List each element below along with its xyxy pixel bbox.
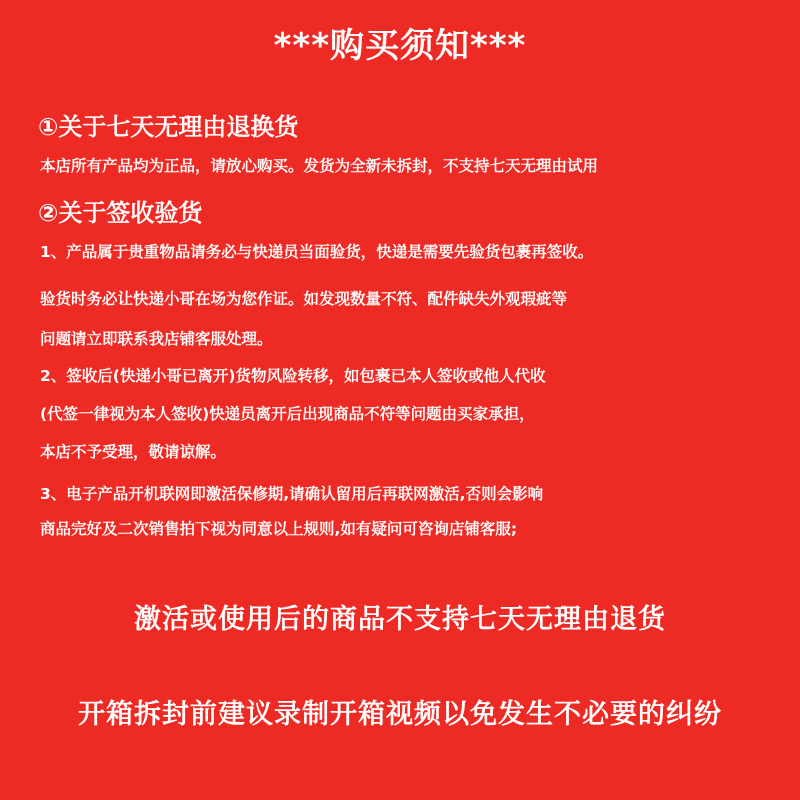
inspection-text-line: 1、产品属于贵重物品请务必与快递员当面验货，快递是需要先验货包裹再签收。	[40, 243, 594, 261]
inspection-text-line: 商品完好及二次销售拍下视为同意以上规则,如有疑问可咨询店铺客服;	[40, 520, 518, 538]
inspection-text-line: 问题请立即联系我店铺客服处理。	[40, 330, 273, 348]
activation-notice: 激活或使用后的商品不支持七天无理由退货	[134, 604, 666, 635]
inspection-text-line: 2、签收后(快递小哥已离开)货物风险转移，如包裹已本人签收或他人代收	[40, 367, 546, 385]
inspection-text-line: 3、电子产品开机联网即激活保修期,请确认留用后再联网激活,否则会影响	[40, 485, 544, 503]
section-heading-return-policy: ①关于七天无理由退换货	[38, 113, 299, 141]
return-policy-text: 本店所有产品均为正品，请放心购买。发货为全新未拆封，不支持七天无理由试用	[40, 157, 599, 175]
section-heading-delivery-inspection: ②关于签收验货	[38, 199, 203, 227]
inspection-text-line: 本店不予受理，敬请谅解。	[40, 443, 227, 461]
inspection-text-line: 验货时务必让快递小哥在场为您作证。如发现数量不符、配件缺失外观瑕疵等	[40, 290, 568, 308]
page-title: ***购买须知***	[273, 26, 527, 66]
unboxing-video-notice: 开箱拆封前建议录制开箱视频以免发生不必要的纠纷	[78, 699, 722, 730]
inspection-text-line: (代签一律视为本人签收)快递员离开后出现商品不符等问题由买家承担，	[40, 405, 535, 423]
